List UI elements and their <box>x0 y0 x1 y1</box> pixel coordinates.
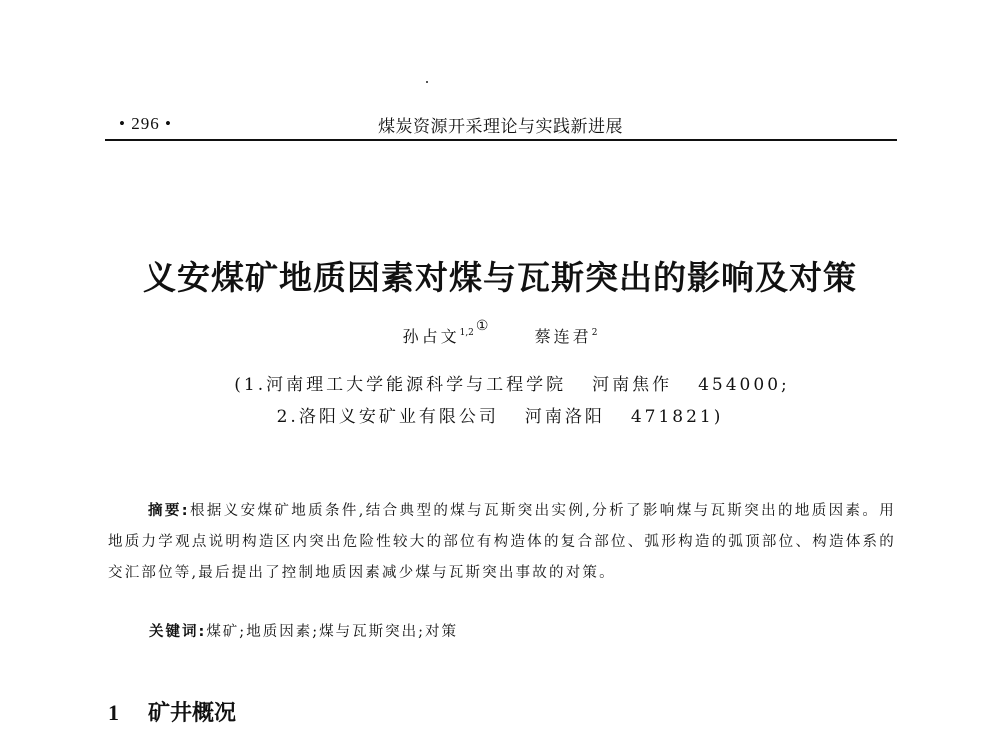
affiliation-marks: 1,2 <box>459 328 474 338</box>
affiliation-prefix: 2. <box>276 407 299 427</box>
keywords-label: 关键词: <box>149 624 207 640</box>
section-title: 矿井概况 <box>148 701 237 726</box>
footnote-mark: ① <box>475 318 489 334</box>
abstract <box>108 496 896 589</box>
journal-title: 煤炭资源开采理论与实践新进展 <box>378 117 623 137</box>
keywords <box>149 620 458 641</box>
keywords-text: 煤矿;地质因素;煤与瓦斯突出;对策 <box>206 624 458 640</box>
scan-speck <box>426 81 428 83</box>
author-name: 蔡连君 <box>534 327 592 346</box>
running-header <box>105 112 896 142</box>
affiliation-institution: 洛阳义安矿业有限公司 <box>298 407 499 427</box>
affiliation-marks: 2 <box>591 328 598 338</box>
affiliation-institution: 河南理工大学能源科学与工程学院 <box>266 375 567 395</box>
affiliation-location: 河南焦作 <box>592 375 673 395</box>
section-heading <box>108 696 236 727</box>
affiliation-postcode: 471821) <box>630 407 724 427</box>
affiliation-1 <box>12 370 1000 395</box>
section-number: 1 <box>108 700 119 725</box>
affiliation-postcode: 454000; <box>698 375 790 395</box>
author-line <box>0 318 1000 347</box>
header-rule <box>105 139 897 141</box>
page-number: • 296 • <box>119 114 172 133</box>
article-title: 义安煤矿地质因素对煤与瓦斯突出的影响及对策 <box>143 258 857 297</box>
author-name: 孙占文 <box>402 327 460 346</box>
abstract-text: 根据义安煤矿地质条件,结合典型的煤与瓦斯突出实例,分析了影响煤与瓦斯突出的地质因素。用地质力学观点说明构造区内突出危险性较大的部位有构造体的复合部位、弧形构造的弧顶部位、构造体系的交汇部位等,最后提出了控制地质因素减少煤与瓦斯突出事故的对策。 <box>108 503 896 581</box>
affiliation-location: 河南洛阳 <box>524 407 605 427</box>
abstract-label: 摘要: <box>148 503 190 519</box>
affiliation-2 <box>0 402 1000 427</box>
affiliation-prefix: (1. <box>234 375 267 395</box>
